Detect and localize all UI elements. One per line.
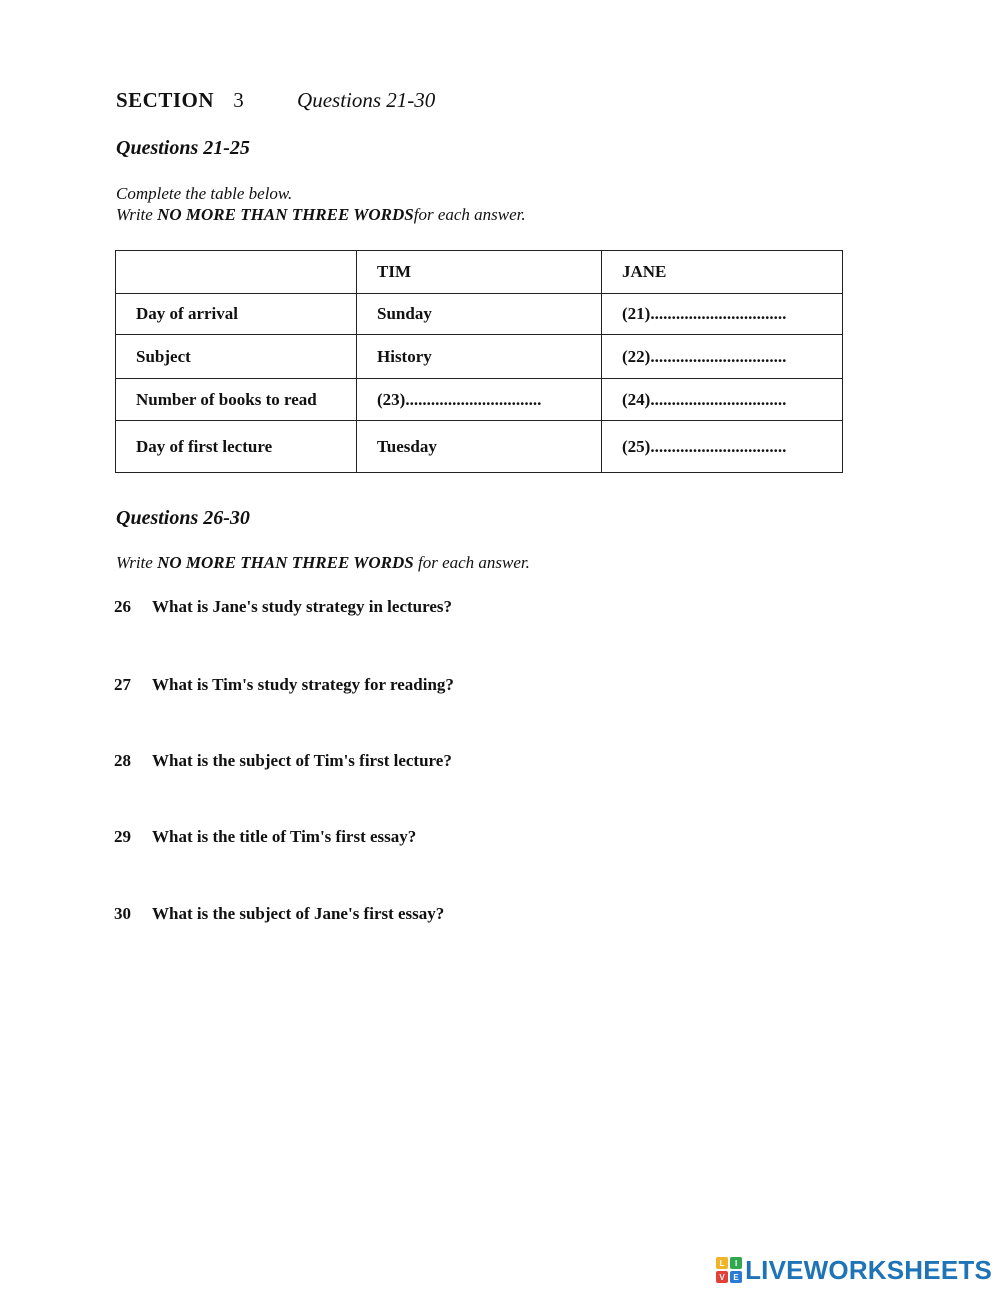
table-cell: Subject [116, 335, 357, 379]
table-cell: Day of first lecture [116, 421, 357, 473]
table-cell: Number of books to read [116, 379, 357, 421]
section-number: 3 [233, 88, 244, 112]
question-text: What is the subject of Jane's first essay? [152, 904, 445, 923]
part1-instruction-line2: Write NO MORE THAN THREE WORDSfor each answer. [116, 205, 526, 224]
question-text: What is Jane's study strategy in lectures? [152, 597, 453, 616]
table-row [116, 335, 843, 379]
table-cell: Tuesday [357, 421, 602, 473]
brand-name: LIVEWORKSHEETS [745, 1254, 992, 1285]
question-number: 26 [114, 597, 131, 616]
part1-instructions [116, 183, 526, 225]
table-header-cell: JANE [602, 251, 843, 294]
logo-letter: L [716, 1257, 728, 1269]
question-text: What is Tim's study strategy for reading? [152, 675, 454, 694]
logo-letter: V [716, 1271, 728, 1283]
part2-instructions: Write NO MORE THAN THREE WORDS for each answer. [116, 553, 530, 572]
answer-table [115, 250, 843, 473]
question-30 [114, 904, 444, 924]
section-title [116, 88, 435, 113]
answer-blank-22[interactable]: (22)................................ [602, 335, 843, 379]
part1-heading: Questions 21-25 [116, 137, 250, 159]
part1-instruction-line1: Complete the table below. [116, 184, 293, 203]
table-row [116, 294, 843, 335]
word-limit: NO MORE THAN THREE WORDS [157, 205, 414, 224]
liveworksheets-logo [716, 1255, 992, 1285]
table-row [116, 421, 843, 473]
table-cell: Sunday [357, 294, 602, 335]
question-text: What is the title of Tim's first essay? [152, 827, 417, 846]
answer-blank-21[interactable]: (21)................................ [602, 294, 843, 335]
part2-heading: Questions 26-30 [116, 507, 250, 529]
section-label: SECTION [116, 88, 215, 112]
word-limit: NO MORE THAN THREE WORDS [157, 553, 414, 572]
logo-letter: I [730, 1257, 742, 1269]
logo-letter: E [730, 1271, 742, 1283]
table-header-cell: TIM [357, 251, 602, 294]
table-header-row [116, 251, 843, 294]
table-row [116, 379, 843, 421]
question-28 [114, 751, 452, 771]
answer-blank-25[interactable]: (25)................................ [602, 421, 843, 473]
question-26 [114, 597, 452, 617]
question-number: 30 [114, 904, 131, 923]
logo-blocks-icon [716, 1257, 742, 1283]
question-29 [114, 827, 416, 847]
question-number: 29 [114, 827, 131, 846]
question-number: 28 [114, 751, 131, 770]
question-text: What is the subject of Tim's first lecture? [152, 751, 452, 770]
question-27 [114, 675, 454, 695]
table-cell: History [357, 335, 602, 379]
table-cell: Day of arrival [116, 294, 357, 335]
answer-blank-24[interactable]: (24)................................ [602, 379, 843, 421]
question-number: 27 [114, 675, 131, 694]
answer-blank-23[interactable]: (23)................................ [357, 379, 602, 421]
table-header-cell [116, 251, 357, 294]
section-questions: Questions 21-30 [297, 88, 436, 112]
